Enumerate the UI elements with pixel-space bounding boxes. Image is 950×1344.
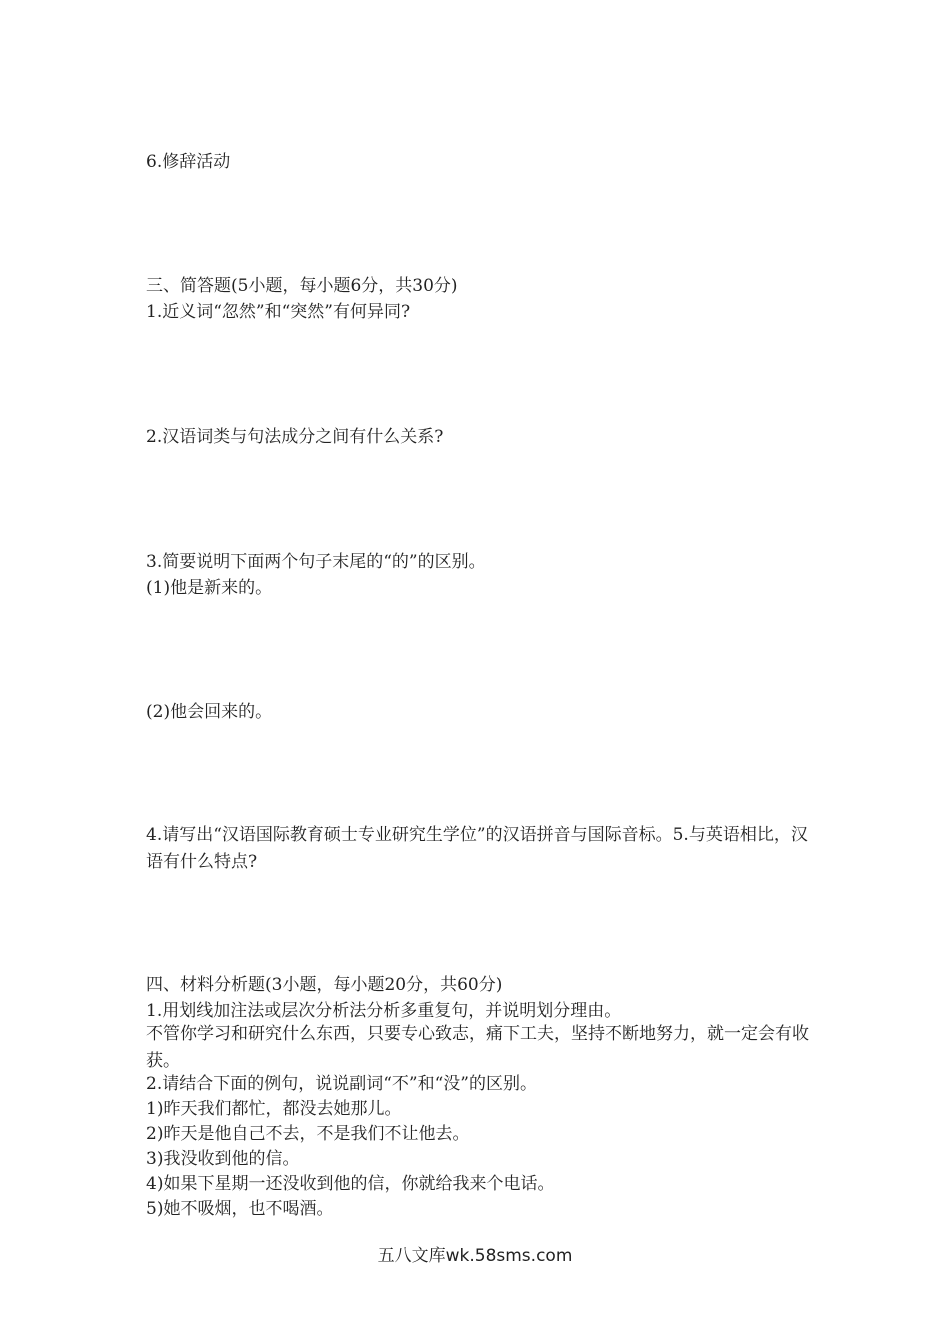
section4-example-4: 4)如果下星期一还没收到他的信，你就给我来个电话。 [146, 1174, 555, 1194]
section4-heading: 四、材料分析题(3小题，每小题20分，共60分) [146, 975, 503, 995]
section3-question-3: 3.简要说明下面两个句子末尾的“的”的区别。 [146, 552, 486, 572]
section3-question-2: 2.汉语词类与句法成分之间有什么关系? [146, 427, 444, 447]
section3-question-3-sentence-2: (2)他会回来的。 [146, 702, 273, 722]
section2-item6: 6.修辞活动 [146, 152, 231, 172]
section4-example-3: 3)我没收到他的信。 [146, 1149, 300, 1169]
section4-example-5: 5)她不吸烟，也不喝酒。 [146, 1199, 334, 1219]
section3-question-3-sentence-1: (1)他是新来的。 [146, 578, 273, 598]
section4-question-1-text: 不管你学习和研究什么东西，只要专心致志，痛下工夫，坚持不断地努力，就一定会有收获。 [146, 1024, 809, 1071]
section4-question-2: 2.请结合下面的例句，说说副词“不”和“没”的区别。 [146, 1074, 537, 1094]
section3-question-1: 1.近义词“忽然”和“突然”有何异同? [146, 302, 411, 322]
section4-example-2: 2)昨天是他自己不去，不是我们不让他去。 [146, 1124, 470, 1144]
section4-question-1: 1.用划线加注法或层次分析法分析多重复句，并说明划分理由。 [146, 1001, 622, 1021]
section3-heading: 三、简答题(5小题，每小题6分，共30分) [146, 276, 458, 296]
footer-watermark: 五八文库wk.58sms.com [377, 1246, 573, 1266]
section3-question-4-5: 4.请写出“汉语国际教育硕士专业研究生学位”的汉语拼音与国际音标。5.与英语相比，汉语有什么特点? [146, 825, 808, 872]
section4-example-1: 1)昨天我们都忙，都没去她那儿。 [146, 1099, 402, 1119]
